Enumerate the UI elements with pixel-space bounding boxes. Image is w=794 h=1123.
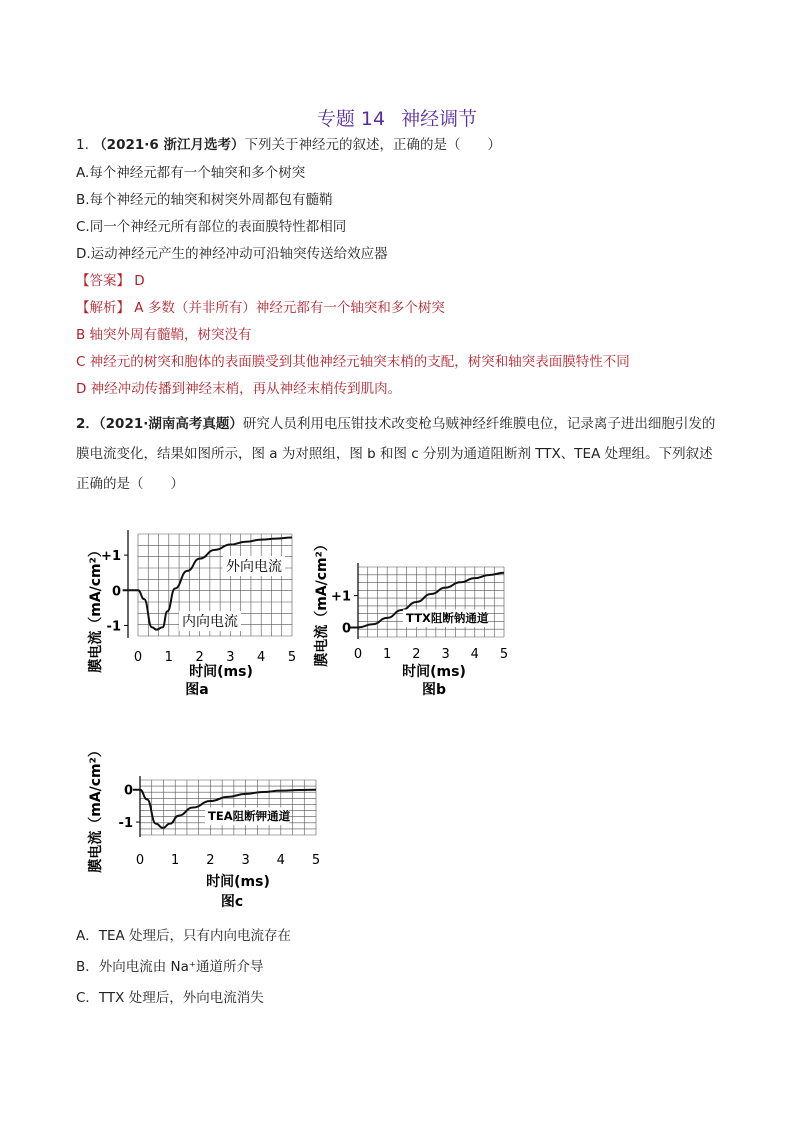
q2-stem-text: 研究人员利用电压钳技术改变枪乌贼神经纤维膜电位，记录离子进出细胞引发的膜电流变化，结果如图所示，图 a 为对照组，图 b 和图 c 分别为通道阻断剂 TTX、TEA 处理组。下列叙述正确的是（ ） xyxy=(76,416,716,492)
q2-stem xyxy=(76,409,726,499)
figure-caption: 图b xyxy=(421,682,447,698)
q2-option-c: C．TTX 处理后，外向电流消失 xyxy=(76,990,264,1006)
ylabel: 膜电流（mA/cm²） xyxy=(314,537,330,667)
q1-option-a: A.每个神经元都有一个轴突和多个树突 xyxy=(76,165,306,181)
figure-c xyxy=(82,738,322,913)
analysis-a: A 多数（并非所有）神经元都有一个轴突和多个树突 xyxy=(134,300,445,316)
plot-area xyxy=(119,776,321,868)
plot-area xyxy=(101,530,296,665)
x-tick-label: 2 xyxy=(412,647,421,662)
y-tick-label: 0 xyxy=(111,584,121,600)
x-tick-label: 0 xyxy=(353,647,363,662)
answer-value: D xyxy=(134,273,145,289)
annotation-label: TEA阻断钾通道 xyxy=(208,809,291,823)
q2-source: （2021·湖南高考真题） xyxy=(98,416,243,432)
q1-answer xyxy=(76,272,145,290)
title-name: 神经调节 xyxy=(401,108,478,130)
q2-option-b: B．外向电流由 Na⁺通道所介导 xyxy=(76,959,264,975)
q2-option-a: A．TEA 处理后，只有内向电流存在 xyxy=(76,928,292,944)
figure-b xyxy=(310,522,520,702)
y-tick-label: -1 xyxy=(106,619,121,635)
x-tick-label: 1 xyxy=(164,650,173,665)
x-tick-label: 1 xyxy=(171,853,180,868)
x-tick-label: 4 xyxy=(470,647,479,662)
answer-label: 【答案】 xyxy=(76,273,130,289)
q1-analysis xyxy=(76,299,445,317)
q1-option-d: D.运动神经元产生的神经冲动可沿轴突传送给效应器 xyxy=(76,246,388,262)
x-tick-label: 4 xyxy=(276,853,285,868)
analysis-b: B 轴突外周有髓鞘，树突没有 xyxy=(76,327,252,343)
x-tick-label: 5 xyxy=(499,647,509,662)
page-title xyxy=(0,104,794,131)
x-tick-label: 3 xyxy=(241,853,250,868)
figure-caption: 图c xyxy=(220,894,244,910)
q1-number: 1. xyxy=(76,137,89,153)
x-tick-label: 1 xyxy=(383,647,392,662)
q1-source: （2021·6 浙江月选考） xyxy=(93,137,245,153)
analysis-label: 【解析】 xyxy=(76,300,130,316)
xlabel: 时间(ms) xyxy=(402,664,466,680)
title-prefix: 专题 14 xyxy=(316,108,386,130)
x-tick-label: 2 xyxy=(195,650,204,665)
y-tick-label: +1 xyxy=(101,549,121,565)
annotation-label: TTX阻断钠通道 xyxy=(406,611,489,625)
xlabel: 时间(ms) xyxy=(189,664,253,680)
x-tick-label: 0 xyxy=(135,853,145,868)
figure-a xyxy=(80,518,305,708)
plot-area xyxy=(331,563,508,662)
q2-number: 2． xyxy=(76,416,99,432)
analysis-c: C 神经元的树突和胞体的表面膜受到其他神经元轴突末梢的支配，树突和轴突表面膜特性不同 xyxy=(76,354,630,370)
q1-stem-text: 下列关于神经元的叙述，正确的是（ ） xyxy=(244,137,501,153)
analysis-d: D 神经冲动传播到神经末梢，再从神经末梢传到肌肉。 xyxy=(76,381,402,397)
y-tick-label: 0 xyxy=(123,783,133,799)
figure-caption: 图a xyxy=(185,682,209,698)
ylabel: 膜电流（mA/cm²） xyxy=(88,543,104,673)
q1-option-b: B.每个神经元的轴突和树突外周都包有髓鞘 xyxy=(76,192,333,208)
x-tick-label: 3 xyxy=(226,650,235,665)
x-tick-label: 5 xyxy=(287,650,297,665)
x-tick-label: 5 xyxy=(311,853,321,868)
x-tick-label: 2 xyxy=(206,853,215,868)
y-tick-label: +1 xyxy=(331,589,351,605)
q1-option-c: C.同一个神经元所有部位的表面膜特性都相同 xyxy=(76,219,347,235)
annotation-label: 外向电流 xyxy=(226,559,282,575)
q1-stem xyxy=(76,136,501,154)
xlabel: 时间(ms) xyxy=(206,874,270,890)
x-tick-label: 3 xyxy=(441,647,450,662)
y-tick-label: -1 xyxy=(118,816,133,832)
x-tick-label: 0 xyxy=(133,650,143,665)
y-tick-label: 0 xyxy=(341,621,351,637)
ylabel: 膜电流（mA/cm²） xyxy=(88,743,104,873)
annotation-label: 内向电流 xyxy=(182,614,238,630)
x-tick-label: 4 xyxy=(257,650,266,665)
